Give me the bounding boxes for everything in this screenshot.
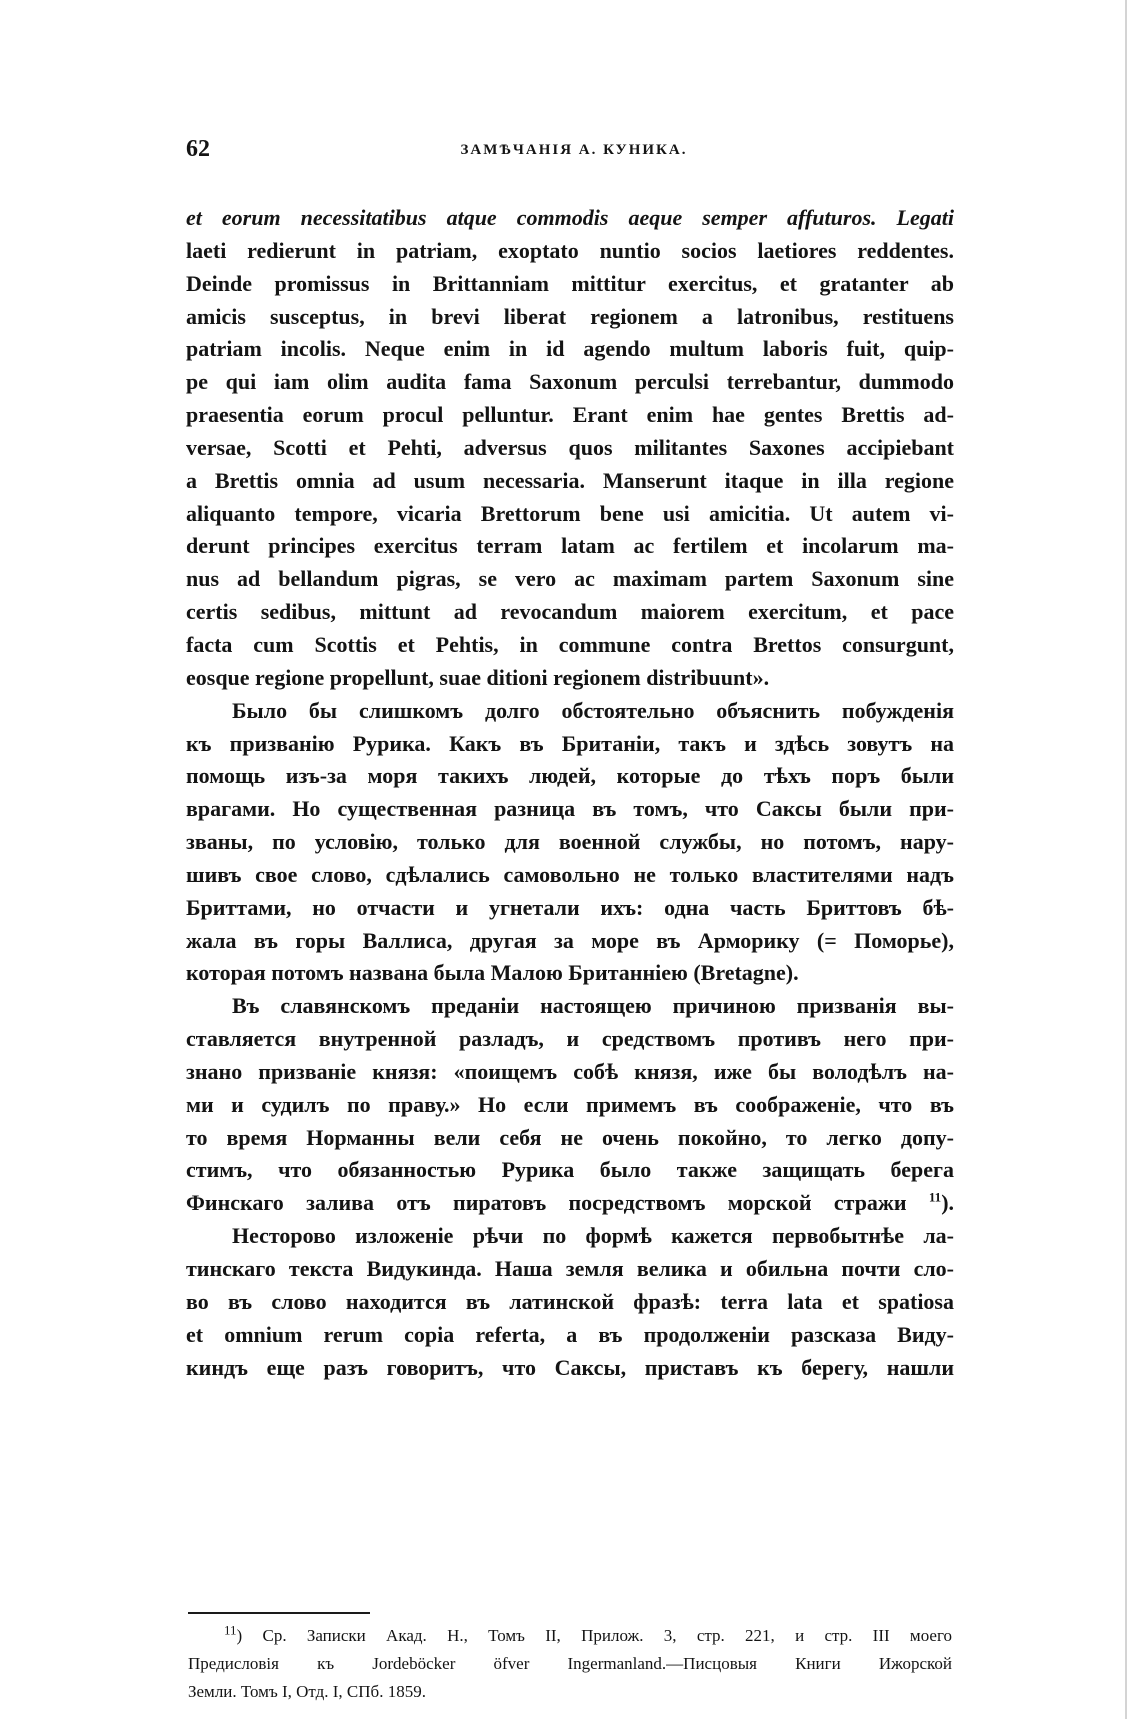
text-line: стимъ, что обязанностью Рурика было также защищать берега [186, 1157, 954, 1183]
text-line: Deinde promissus in Brittanniam mittitur exercitus, et gratanter ab [186, 270, 954, 296]
footnote-line: Предисловія къ Jordebӧcker ӧfver Ingermanland.—Писцовыя Книги Ижорской [188, 1654, 952, 1673]
text-line: знано призваніе князя: «поищемъ собѣ князя, иже бы володѣлъ на- [186, 1058, 954, 1084]
text-line: ми и судилъ по праву.» Но если примемъ въ соображеніе, что въ [186, 1091, 954, 1117]
text-line: a Brettis omnia ad usum necessaria. Manserunt itaque in illa regione [186, 467, 954, 493]
text-line: во въ слово находится въ латинской фразѣ: terra lata et spatiosa [186, 1288, 954, 1314]
page-number: 62 [186, 136, 210, 162]
footnote-reference-close: ). [941, 1190, 955, 1216]
text-line: Несторово изложеніе рѣчи по формѣ кажется первобытнѣе ла- [232, 1223, 954, 1249]
text-line: praesentia eorum procul pelluntur. Erant enim hae gentes Brettis ad- [186, 402, 954, 428]
footnotes [188, 1622, 952, 1706]
body-text [186, 202, 954, 1384]
page-header [186, 136, 962, 176]
text-line: то время Норманны вели себя не очень покойно, то легко допу- [186, 1124, 954, 1150]
text-line: киндъ еще разъ говоритъ, что Саксы, приставъ къ берегу, нашли [186, 1354, 954, 1380]
text-line: тинскаго текста Видукинда. Наша земля велика и обильна почти сло- [186, 1256, 954, 1281]
text-line: шивъ свое слово, сдѣлались самовольно не только властителями надъ [186, 861, 954, 887]
text-line: къ призванію Рурика. Какъ въ Британіи, такъ и здѣсь зовутъ на [186, 730, 954, 756]
footnote-text: ) Ср. Записки Акад. Н., Томъ II, Прилож. 3, стр. 221, и стр. III моего [236, 1626, 952, 1645]
scan-edge-line [1125, 0, 1127, 1719]
text-line: patriam incolis. Neque enim in id agendo multum laboris fuit, quip- [186, 336, 954, 362]
text-line: жала въ горы Валлиса, другая за море въ Арморику (= Поморье), [186, 927, 954, 953]
text-line: aliquanto tempore, vicaria Brettorum bene usi amicitia. Ut autem vi- [186, 500, 954, 526]
text-line: помощь изъ-за моря такихъ людей, которые до тѣхъ поръ были [186, 763, 954, 789]
text-line: derunt principes exercitus terram latam ac fertilem et incolarum ma- [186, 533, 954, 559]
footnote-reference: 11 [928, 1189, 942, 1205]
text-line: facta cum Scottis et Pehtis, in commune contra Brettos consurgunt, [186, 631, 954, 657]
text-line: amicis susceptus, in brevi liberat regionem a latronibus, restituens [186, 303, 954, 329]
text-line: certis sedibus, mittunt ad revocandum maiorem exercitum, et pace [186, 599, 954, 625]
text-line: versae, Scotti et Pehti, adversus quos militantes Saxones accipiebant [186, 434, 954, 460]
text-line: Въ славянскомъ преданіи настоящею причиною призванія вы- [232, 993, 954, 1019]
text-line: eosque regione propellunt, suae ditioni regionem distribuunt». [186, 664, 770, 690]
footnote-line: Земли. Томъ I, Отд. I, СПб. 1859. [188, 1682, 426, 1701]
footnote-divider [188, 1612, 370, 1614]
text-line: laeti redierunt in patriam, exoptato nuntio socios laetiores reddentes. [186, 237, 954, 263]
text-line: Было бы слишкомъ долго обстоятельно объяснить побужденія [232, 697, 954, 723]
footnote-marker: 11 [224, 1622, 237, 1638]
text-line: nus ad bellandum pigras, se vero ac maximam partem Saxonum sine [186, 566, 954, 592]
text-line: ставляется внутренной разладъ, и средствомъ противъ него при- [186, 1026, 954, 1052]
text-line: которая потомъ названа была Малою Британніею (Bretagne). [186, 960, 799, 986]
running-title: ЗАМѢЧАНІЯ А. КУНИКА. [460, 142, 688, 158]
text-line: pe qui iam olim audita fama Saxonum perculsi terrebantur, dummodo [186, 369, 954, 395]
text-line-with-footnote [186, 1187, 954, 1220]
text-line: et eorum necessitatibus atque commodis aeque semper affuturos. Legati [186, 205, 954, 230]
text-line: врагами. Но существенная разница въ томъ, что Саксы были при- [186, 796, 954, 822]
text-line-content: Финскаго залива отъ пиратовъ посредствомъ морской стражи [186, 1190, 907, 1216]
text-line: et omnium rerum copia referta, а въ продолженіи разсказа Виду- [186, 1321, 954, 1347]
text-line: званы, по условію, только для военной службы, но потомъ, нару- [186, 829, 954, 855]
text-line: Бриттами, но отчасти и угнетали ихъ: одна часть Бриттовъ бѣ- [186, 894, 954, 920]
footnote-line [188, 1622, 952, 1650]
